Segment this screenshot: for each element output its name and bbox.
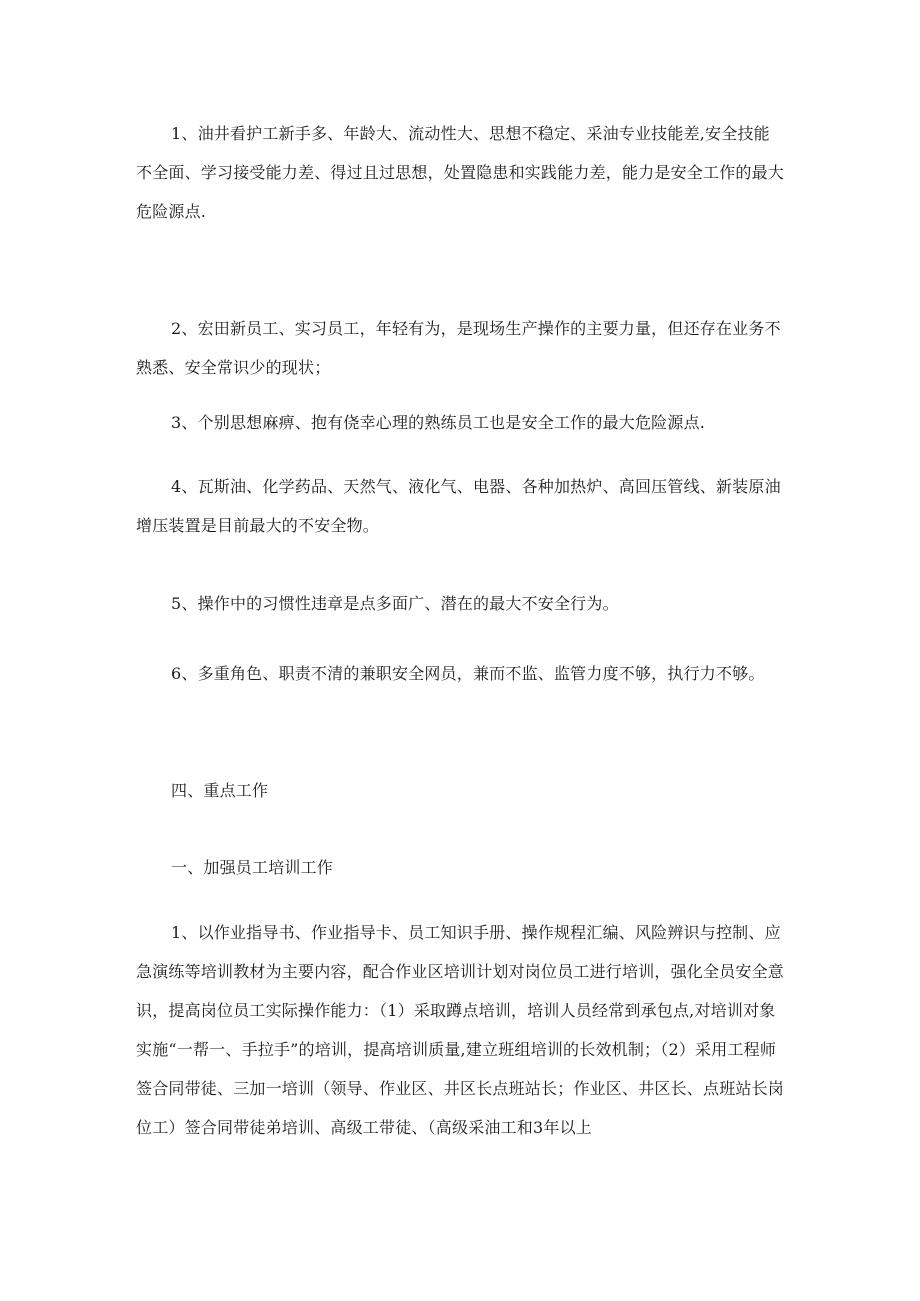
section-heading: 四、重点工作 bbox=[171, 781, 269, 800]
paragraph-3: 3、个别思想麻痹、抱有侥幸心理的熟练员工也是安全工作的最大危险源点. bbox=[171, 413, 706, 432]
subsection-heading: 一、加强员工培训工作 bbox=[171, 858, 334, 877]
paragraph-1: 1、油井看护工新手多、年龄大、流动性大、思想不稳定、采油专业技能差,安全技能不全面、学习接受能力差、得过且过思想，处置隐患和实践能力差，能力是安全工作的最大危险源点. bbox=[136, 124, 785, 221]
paragraph-4: 4、瓦斯油、化学药品、天然气、液化气、电器、各种加热炉、高回压管线、新装原油增压装置是目前最大的不安全物。 bbox=[136, 477, 781, 535]
paragraph-5: 5、操作中的习惯性违章是点多面广、潜在的最大不安全行为。 bbox=[171, 594, 619, 613]
paragraph-6: 6、多重角色、职责不清的兼职安全网员，兼而不监、监管力度不够，执行力不够。 bbox=[171, 664, 765, 683]
training-paragraph: 1、以作业指导书、作业指导卡、员工知识手册、操作规程汇编、风险辨识与控制、应急演练等培训教材为主要内容，配合作业区培训计划对岗位员工进行培训，强化全员安全意识，提高岗位员工实际操作能力：（1）采取蹲点培训，培训人员经常到承包点,对培训对象实施“一帮一、手拉手”的培训，提高培训质量,建立班组培训的长效机制；（2）采用工程师签合同带徒、三加一培训（领导、作业区、井区长点班站长；作业区、井区长、点班站长岗位工）签合同带徒弟培训、高级工带徒、（高级采油工和3年以上 bbox=[136, 923, 785, 1137]
paragraph-2: 2、宏田新员工、实习员工，年轻有为，是现场生产操作的主要力量，但还存在业务不熟悉、安全常识少的现状； bbox=[136, 319, 781, 377]
